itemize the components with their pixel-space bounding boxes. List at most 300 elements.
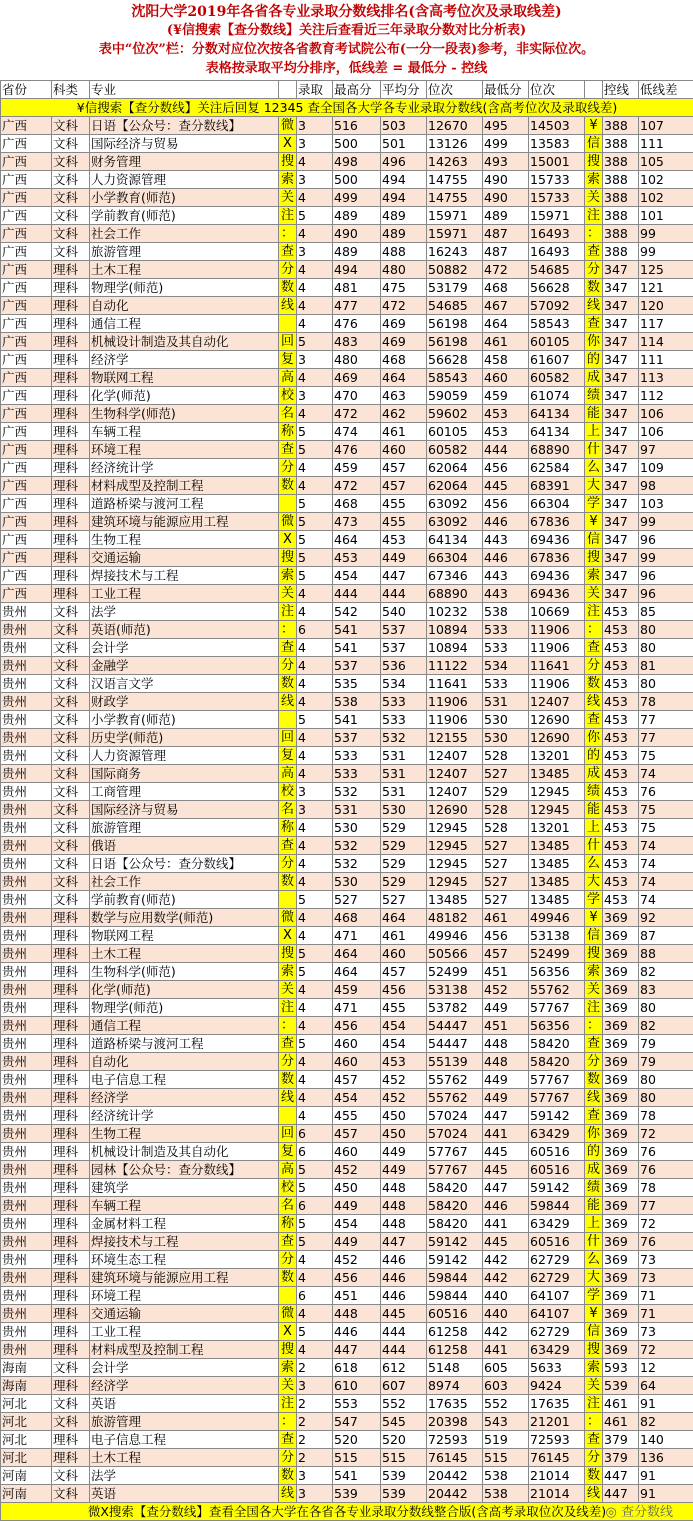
cell-control-line: 453: [603, 891, 639, 909]
cell-line-diff: 80: [639, 675, 693, 693]
cell-admitted: 5: [297, 513, 333, 531]
side-char-right: 索: [585, 567, 603, 585]
cell-control-line: 347: [603, 531, 639, 549]
cell-province: 河北: [1, 1431, 52, 1449]
cell-min-rank: 64134: [529, 423, 585, 441]
cell-max-score: 473: [333, 513, 381, 531]
cell-line-diff: 72: [639, 1215, 693, 1233]
cell-avg-score: 531: [381, 747, 427, 765]
cell-major: 园林【公众号：查分数线】: [90, 1161, 279, 1179]
cell-control-line: 447: [603, 1467, 639, 1485]
cell-admitted: 5: [297, 495, 333, 513]
cell-avg-score: 448: [381, 1179, 427, 1197]
cell-avg-rank: 59844: [427, 1269, 483, 1287]
table-row: [1, 387, 693, 405]
subtitle-line-2: (¥信搜索【查分数线】关注后查看近三年录取分数对比分析表): [166, 23, 527, 38]
cell-avg-score: 530: [381, 801, 427, 819]
side-char-left: 搜: [279, 1341, 297, 1359]
cell-admitted: 3: [297, 117, 333, 135]
cell-min-score: 449: [483, 999, 529, 1017]
cell-line-diff: 96: [639, 531, 693, 549]
cell-admitted: 4: [297, 909, 333, 927]
cell-min-score: 446: [483, 1197, 529, 1215]
cell-min-rank: 57767: [529, 1089, 585, 1107]
side-char-left: 数: [279, 1467, 297, 1485]
cell-line-diff: 78: [639, 1107, 693, 1125]
cell-max-score: 516: [333, 117, 381, 135]
cell-avg-score: 455: [381, 495, 427, 513]
cell-min-rank: 11906: [529, 639, 585, 657]
cell-min-rank: 21201: [529, 1413, 585, 1431]
cell-category: 理科: [52, 1089, 90, 1107]
cell-min-rank: 69436: [529, 585, 585, 603]
cell-min-score: 528: [483, 801, 529, 819]
cell-control-line: 369: [603, 1233, 639, 1251]
table-row: [1, 1485, 693, 1503]
cell-min-score: 448: [483, 1053, 529, 1071]
cell-major: 物联网工程: [90, 369, 279, 387]
cell-province: 贵州: [1, 873, 52, 891]
cell-admitted: 4: [297, 405, 333, 423]
cell-avg-rank: 15971: [427, 225, 483, 243]
cell-control-line: 347: [603, 351, 639, 369]
side-char-right: 信: [585, 927, 603, 945]
cell-control-line: 347: [603, 387, 639, 405]
cell-min-rank: 61074: [529, 387, 585, 405]
cell-min-rank: 72593: [529, 1431, 585, 1449]
cell-major: 经济学: [90, 1377, 279, 1395]
cell-min-score: 444: [483, 441, 529, 459]
cell-avg-rank: 12670: [427, 117, 483, 135]
cell-avg-rank: 60105: [427, 423, 483, 441]
side-char-right: 搜: [585, 945, 603, 963]
cell-major: 通信工程: [90, 315, 279, 333]
cell-control-line: 453: [603, 693, 639, 711]
cell-province: 广西: [1, 243, 52, 261]
cell-major: 焊接技术与工程: [90, 1233, 279, 1251]
cell-control-line: 369: [603, 1089, 639, 1107]
cell-avg-score: 446: [381, 1269, 427, 1287]
cell-line-diff: 78: [639, 693, 693, 711]
cell-line-diff: 136: [639, 1449, 693, 1467]
side-char-left: ：: [279, 621, 297, 639]
cell-control-line: 453: [603, 675, 639, 693]
cell-control-line: 369: [603, 1107, 639, 1125]
cell-line-diff: 77: [639, 1197, 693, 1215]
cell-province: 海南: [1, 1377, 52, 1395]
cell-category: 理科: [52, 1431, 90, 1449]
cell-min-rank: 59844: [529, 1197, 585, 1215]
cell-admitted: 4: [297, 639, 333, 657]
cell-major: 生物科学(师范): [90, 963, 279, 981]
table-row: [1, 117, 693, 135]
cell-min-rank: 13201: [529, 819, 585, 837]
side-char-left: 查: [279, 1431, 297, 1449]
cell-admitted: 3: [297, 387, 333, 405]
cell-avg-score: 449: [381, 1143, 427, 1161]
cell-province: 广西: [1, 567, 52, 585]
side-char-left: 分: [279, 261, 297, 279]
cell-min-rank: 67836: [529, 549, 585, 567]
side-char-right: 索: [585, 963, 603, 981]
cell-major: 人力资源管理: [90, 747, 279, 765]
cell-major: 旅游管理: [90, 243, 279, 261]
cell-min-score: 445: [483, 1233, 529, 1251]
cell-min-rank: 11906: [529, 621, 585, 639]
cell-admitted: 3: [297, 171, 333, 189]
cell-min-rank: 13201: [529, 747, 585, 765]
cell-max-score: 481: [333, 279, 381, 297]
side-char-right: 数: [585, 1071, 603, 1089]
cell-admitted: 4: [297, 1251, 333, 1269]
col-header: 录取: [297, 81, 333, 99]
cell-admitted: 4: [297, 855, 333, 873]
side-char-left: 校: [279, 1179, 297, 1197]
side-char-left: 微: [279, 513, 297, 531]
cell-min-score: 472: [483, 261, 529, 279]
cell-avg-score: 468: [381, 351, 427, 369]
side-char-right: 绩: [585, 387, 603, 405]
side-char-right: 搜: [585, 1341, 603, 1359]
side-char-right: 的: [585, 1143, 603, 1161]
subtitle-line-4: 表格按录取平均分排序，低线差 = 最低分 - 控线: [205, 61, 488, 76]
cell-control-line: 347: [603, 315, 639, 333]
cell-admitted: 4: [297, 585, 333, 603]
cell-province: 广西: [1, 387, 52, 405]
cell-avg-score: 460: [381, 441, 427, 459]
cell-line-diff: 109: [639, 459, 693, 477]
side-char-right: 注: [585, 1395, 603, 1413]
cell-line-diff: 103: [639, 495, 693, 513]
cell-major: 数学与应用数学(师范): [90, 909, 279, 927]
cell-province: 贵州: [1, 747, 52, 765]
table-row: [1, 1071, 693, 1089]
table-row: [1, 945, 693, 963]
cell-province: 贵州: [1, 639, 52, 657]
cell-major: 英语: [90, 1395, 279, 1413]
cell-max-score: 532: [333, 855, 381, 873]
cell-province: 贵州: [1, 675, 52, 693]
cell-major: 社会工作: [90, 225, 279, 243]
side-char-left: 名: [279, 801, 297, 819]
cell-category: 文科: [52, 639, 90, 657]
cell-admitted: 5: [297, 711, 333, 729]
side-char-right: 分: [585, 1449, 603, 1467]
side-char-left: [279, 891, 297, 909]
table-row: [1, 729, 693, 747]
cell-avg-score: 531: [381, 783, 427, 801]
table-row: [1, 693, 693, 711]
cell-avg-score: 449: [381, 1161, 427, 1179]
cell-major: 环境工程: [90, 1287, 279, 1305]
cell-major: 材料成型及控制工程: [90, 477, 279, 495]
cell-line-diff: 99: [639, 243, 693, 261]
cell-max-score: 547: [333, 1413, 381, 1431]
cell-min-rank: 53138: [529, 927, 585, 945]
cell-province: 广西: [1, 405, 52, 423]
cell-avg-rank: 62064: [427, 477, 483, 495]
side-char-right: 索: [585, 171, 603, 189]
side-char-left: [279, 1287, 297, 1305]
cell-major: 道路桥梁与渡河工程: [90, 1035, 279, 1053]
table-row: [1, 819, 693, 837]
cell-major: 日语【公众号：查分数线】: [90, 117, 279, 135]
side-char-left: X: [279, 135, 297, 153]
table-row: [1, 135, 693, 153]
cell-min-score: 603: [483, 1377, 529, 1395]
cell-avg-rank: 10232: [427, 603, 483, 621]
cell-avg-rank: 55762: [427, 1071, 483, 1089]
cell-category: 理科: [52, 1125, 90, 1143]
cell-min-score: 527: [483, 855, 529, 873]
cell-max-score: 541: [333, 621, 381, 639]
cell-category: 理科: [52, 1341, 90, 1359]
cell-category: 理科: [52, 279, 90, 297]
cell-line-diff: 117: [639, 315, 693, 333]
cell-min-score: 441: [483, 1125, 529, 1143]
cell-max-score: 537: [333, 729, 381, 747]
cell-avg-rank: 54447: [427, 1017, 483, 1035]
cell-line-diff: 81: [639, 657, 693, 675]
cell-avg-rank: 53138: [427, 981, 483, 999]
cell-max-score: 489: [333, 243, 381, 261]
cell-avg-rank: 14263: [427, 153, 483, 171]
cell-max-score: 454: [333, 1089, 381, 1107]
cell-avg-rank: 58543: [427, 369, 483, 387]
cell-control-line: 369: [603, 1179, 639, 1197]
cell-control-line: 461: [603, 1413, 639, 1431]
cell-major: 建筑学: [90, 1179, 279, 1197]
cell-control-line: 369: [603, 1125, 639, 1143]
cell-avg-score: 457: [381, 963, 427, 981]
cell-avg-score: 529: [381, 837, 427, 855]
cell-avg-score: 447: [381, 567, 427, 585]
cell-min-rank: 60516: [529, 1161, 585, 1179]
table-header-row: [1, 81, 693, 99]
table-row: [1, 801, 693, 819]
cell-province: 河北: [1, 1395, 52, 1413]
cell-line-diff: 96: [639, 585, 693, 603]
cell-province: 贵州: [1, 1143, 52, 1161]
cell-avg-score: 457: [381, 459, 427, 477]
cell-major: 自动化: [90, 297, 279, 315]
cell-max-score: 477: [333, 297, 381, 315]
cell-min-score: 467: [483, 297, 529, 315]
cell-category: 理科: [52, 1107, 90, 1125]
cell-avg-score: 540: [381, 603, 427, 621]
cell-category: 理科: [52, 531, 90, 549]
cell-min-rank: 12945: [529, 783, 585, 801]
cell-min-rank: 58420: [529, 1053, 585, 1071]
cell-line-diff: 12: [639, 1359, 693, 1377]
cell-min-score: 446: [483, 513, 529, 531]
cell-major: 会计学: [90, 639, 279, 657]
cell-category: 理科: [52, 909, 90, 927]
side-char-right: 注: [585, 999, 603, 1017]
cell-major: 电子信息工程: [90, 1431, 279, 1449]
cell-avg-score: 448: [381, 1215, 427, 1233]
table-row: [1, 351, 693, 369]
side-char-left: 分: [279, 1251, 297, 1269]
cell-max-score: 449: [333, 1233, 381, 1251]
side-char-left: 校: [279, 387, 297, 405]
cell-category: 理科: [52, 1323, 90, 1341]
side-char-right: 关: [585, 981, 603, 999]
cell-category: 文科: [52, 765, 90, 783]
cell-max-score: 460: [333, 1143, 381, 1161]
side-char-right: 什: [585, 441, 603, 459]
side-char-left: 查: [279, 639, 297, 657]
top-banner-row: [1, 99, 693, 117]
cell-major: 环境生态工程: [90, 1251, 279, 1269]
cell-admitted: 4: [297, 261, 333, 279]
side-char-right: 线: [585, 693, 603, 711]
table-row: [1, 585, 693, 603]
cell-category: 理科: [52, 1053, 90, 1071]
cell-avg-rank: 12945: [427, 855, 483, 873]
cell-min-rank: 59142: [529, 1107, 585, 1125]
cell-category: 文科: [52, 1359, 90, 1377]
cell-control-line: 453: [603, 873, 639, 891]
cell-province: 广西: [1, 351, 52, 369]
side-char-right: 查: [585, 639, 603, 657]
cell-min-rank: 60105: [529, 333, 585, 351]
cell-province: 贵州: [1, 1089, 52, 1107]
cell-avg-score: 552: [381, 1395, 427, 1413]
cell-category: 理科: [52, 549, 90, 567]
cell-max-score: 533: [333, 765, 381, 783]
cell-category: 文科: [52, 711, 90, 729]
cell-avg-rank: 59059: [427, 387, 483, 405]
side-char-right: 学: [585, 495, 603, 513]
cell-avg-score: 532: [381, 729, 427, 747]
cell-province: 贵州: [1, 1107, 52, 1125]
cell-max-score: 454: [333, 1215, 381, 1233]
cell-admitted: 6: [297, 1143, 333, 1161]
col-header: 低线差: [639, 81, 693, 99]
cell-line-diff: 105: [639, 153, 693, 171]
watermark: ◎ 查分数线: [605, 1505, 673, 1520]
cell-category: 文科: [52, 189, 90, 207]
cell-line-diff: 80: [639, 999, 693, 1017]
table-row: [1, 1089, 693, 1107]
table-row: [1, 1179, 693, 1197]
subtitle-line-3: 表中“位次”栏：分数对应位次按各省教育考试院公布(一分一段表)参考，非实际位次。: [98, 42, 595, 57]
side-char-right: ：: [585, 621, 603, 639]
table-row: [1, 873, 693, 891]
cell-province: 贵州: [1, 603, 52, 621]
cell-min-score: 538: [483, 1485, 529, 1503]
cell-line-diff: 98: [639, 477, 693, 495]
cell-min-score: 443: [483, 585, 529, 603]
cell-max-score: 531: [333, 801, 381, 819]
cell-province: 广西: [1, 513, 52, 531]
cell-avg-rank: 11906: [427, 693, 483, 711]
side-char-right: 查: [585, 315, 603, 333]
cell-min-score: 445: [483, 1161, 529, 1179]
cell-avg-score: 488: [381, 243, 427, 261]
side-char-right: 的: [585, 351, 603, 369]
cell-avg-rank: 76145: [427, 1449, 483, 1467]
cell-major: 小学教育(师范): [90, 189, 279, 207]
cell-line-diff: 106: [639, 423, 693, 441]
cell-line-diff: 80: [639, 621, 693, 639]
cell-avg-rank: 59602: [427, 405, 483, 423]
cell-avg-rank: 60516: [427, 1305, 483, 1323]
cell-control-line: 347: [603, 441, 639, 459]
cell-admitted: 4: [297, 729, 333, 747]
side-char-right: 学: [585, 891, 603, 909]
side-char-left: X: [279, 531, 297, 549]
side-char-right: 么: [585, 459, 603, 477]
cell-avg-rank: 72593: [427, 1431, 483, 1449]
cell-avg-rank: 50566: [427, 945, 483, 963]
cell-category: 文科: [52, 1395, 90, 1413]
table-row: [1, 1107, 693, 1125]
table-row: [1, 477, 693, 495]
cell-avg-rank: 12945: [427, 837, 483, 855]
side-char-left: X: [279, 1323, 297, 1341]
cell-min-rank: 64107: [529, 1287, 585, 1305]
side-char-left: [279, 711, 297, 729]
cell-major: 交通运输: [90, 549, 279, 567]
side-char-right: 上: [585, 423, 603, 441]
cell-min-rank: 9424: [529, 1377, 585, 1395]
cell-category: 文科: [52, 1413, 90, 1431]
cell-avg-score: 457: [381, 477, 427, 495]
table-row: [1, 675, 693, 693]
table-row: [1, 855, 693, 873]
side-char-right: 绩: [585, 783, 603, 801]
cell-province: 贵州: [1, 729, 52, 747]
side-char-left: 线: [279, 1089, 297, 1107]
side-char-left: 分: [279, 855, 297, 873]
cell-avg-rank: 64134: [427, 531, 483, 549]
cell-avg-rank: 63092: [427, 513, 483, 531]
side-char-right: 搜: [585, 153, 603, 171]
cell-province: 贵州: [1, 1125, 52, 1143]
cell-avg-score: 464: [381, 369, 427, 387]
table-row: [1, 495, 693, 513]
cell-major: 国际经济与贸易: [90, 801, 279, 819]
cell-category: 理科: [52, 333, 90, 351]
cell-category: 理科: [52, 423, 90, 441]
cell-category: 文科: [52, 801, 90, 819]
cell-avg-score: 454: [381, 1017, 427, 1035]
cell-control-line: 347: [603, 567, 639, 585]
table-row: [1, 657, 693, 675]
table-row: [1, 999, 693, 1017]
cell-admitted: 5: [297, 423, 333, 441]
cell-major: 道路桥梁与渡河工程: [90, 495, 279, 513]
cell-control-line: 461: [603, 1395, 639, 1413]
cell-max-score: 449: [333, 1197, 381, 1215]
cell-min-rank: 49946: [529, 909, 585, 927]
cell-province: 贵州: [1, 1071, 52, 1089]
cell-control-line: 453: [603, 729, 639, 747]
cell-category: 文科: [52, 693, 90, 711]
cell-major: 历史学(师范): [90, 729, 279, 747]
side-char-left: 分: [279, 1449, 297, 1467]
table-row: [1, 603, 693, 621]
cell-avg-rank: 55139: [427, 1053, 483, 1071]
cell-category: 理科: [52, 495, 90, 513]
cell-line-diff: 80: [639, 1071, 693, 1089]
table-row: [1, 783, 693, 801]
side-char-left: 索: [279, 567, 297, 585]
cell-avg-rank: 12945: [427, 873, 483, 891]
cell-province: 广西: [1, 207, 52, 225]
